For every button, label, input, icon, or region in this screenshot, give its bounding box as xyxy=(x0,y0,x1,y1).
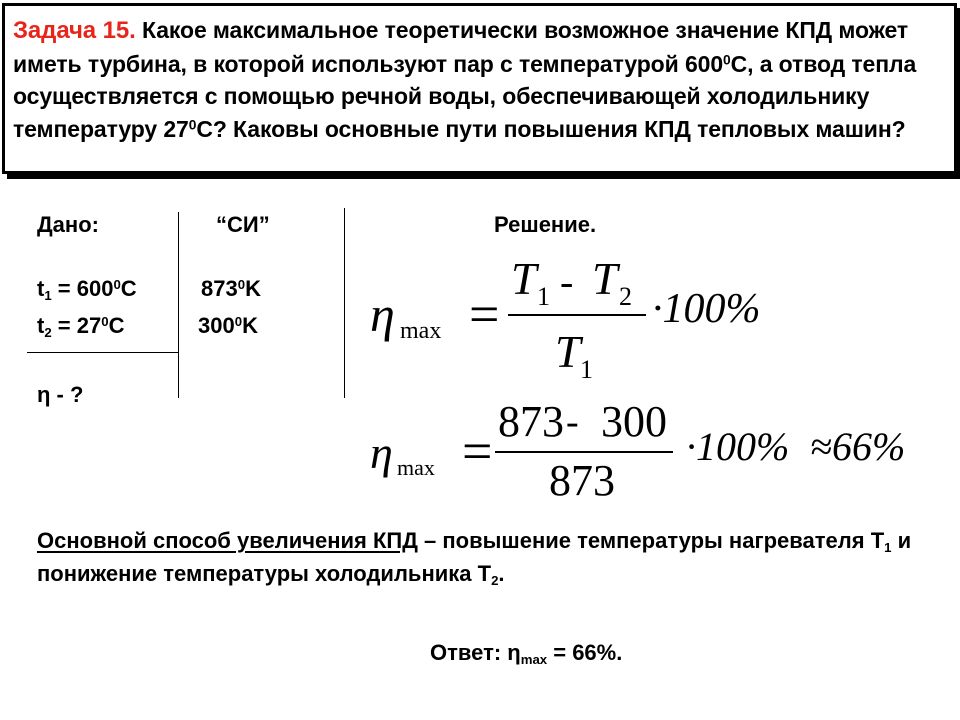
minus-sign: - xyxy=(566,401,579,443)
t2-subscript: 2 xyxy=(491,572,499,588)
equals-sign: = xyxy=(469,284,500,344)
solution-divider xyxy=(344,208,345,398)
solution-header: Решение. xyxy=(494,212,597,237)
t2-value: = 27 xyxy=(51,313,102,338)
t1-symbol: T xyxy=(511,253,537,304)
degree-mark: 0 xyxy=(723,51,731,67)
t1-subscript: 1 xyxy=(537,282,550,311)
si-t2-value: 300 xyxy=(198,313,235,338)
t1-symbol: t xyxy=(37,276,45,301)
fraction-bar xyxy=(508,314,646,316)
task-statement xyxy=(13,14,950,145)
t2-subscript: 2 xyxy=(44,324,52,340)
degree-mark: 0 xyxy=(237,276,246,292)
si-t2 xyxy=(198,313,258,339)
times-100-percent: ·100% xyxy=(686,424,790,469)
eta-subscript: max xyxy=(397,455,435,480)
task-text-part1: Какое максимальное теоретически возможное значение КПД может иметь турбина, в которой используют пар с температурой 600 xyxy=(13,17,909,77)
t2-symbol: T xyxy=(592,253,618,304)
t1-denominator-subscript: 1 xyxy=(580,355,593,384)
degree-mark: 0 xyxy=(113,276,121,292)
si-t1-value: 873 xyxy=(201,276,238,301)
task-text-part2: С, а отвод тепла осуществляется с помощью речной воды, обеспечивающей холодильнику температуру 27 xyxy=(13,50,917,142)
approx-result: ≈66% xyxy=(810,424,906,469)
denominator-value: 873 xyxy=(549,456,615,505)
t2-symbol: t xyxy=(37,313,45,338)
numerator-value-a: 873 xyxy=(498,397,564,446)
method-text-part1: – повышение температуры нагревателя T xyxy=(417,528,885,553)
si-t2-unit: K xyxy=(242,313,258,338)
eta-subscript: max xyxy=(400,318,442,344)
si-t1-unit: K xyxy=(245,276,261,301)
given-si-divider xyxy=(178,212,179,398)
given-t2 xyxy=(37,313,124,339)
numerator-value-b: 300 xyxy=(601,397,667,446)
task-box xyxy=(2,3,957,174)
method-end: . xyxy=(498,561,505,586)
given-header: Дано: xyxy=(37,212,99,237)
given-underline xyxy=(27,352,179,353)
t1-subscript: 1 xyxy=(44,287,52,303)
answer xyxy=(430,640,622,666)
answer-value: = 66%. xyxy=(547,640,623,665)
method-paragraph xyxy=(37,524,917,590)
task-label: Задача 15. xyxy=(13,17,136,44)
times-100-percent: ·100% xyxy=(652,286,761,332)
method-text-part2: и понижение температуры холодильника T xyxy=(37,528,912,586)
t1-subscript: 1 xyxy=(884,539,892,555)
t2-unit: С xyxy=(108,313,125,338)
eta-symbol: η xyxy=(370,286,395,342)
minus-sign: - xyxy=(560,259,574,304)
degree-mark: 0 xyxy=(188,116,197,132)
given-t1 xyxy=(37,276,137,302)
eta-symbol: η xyxy=(370,427,393,478)
given-unknown: η - ? xyxy=(37,382,84,407)
answer-label: Ответ: η xyxy=(430,640,521,665)
degree-mark: 0 xyxy=(234,313,243,329)
t1-value: = 600 xyxy=(51,276,114,301)
si-header: “СИ” xyxy=(216,212,270,237)
task-text-part3: С? Каковы основные пути повышения КПД тепловых машин? xyxy=(196,115,906,142)
answer-subscript: max xyxy=(520,651,548,667)
t1-unit: С xyxy=(120,276,137,301)
si-t1 xyxy=(201,276,261,302)
degree-mark: 0 xyxy=(101,313,109,329)
equals-sign: = xyxy=(462,421,493,481)
t1-denominator-symbol: T xyxy=(555,326,581,377)
fraction-bar xyxy=(495,451,673,453)
method-underlined: Основной способ увеличения КПД xyxy=(37,528,418,553)
t2-subscript: 2 xyxy=(619,282,632,311)
